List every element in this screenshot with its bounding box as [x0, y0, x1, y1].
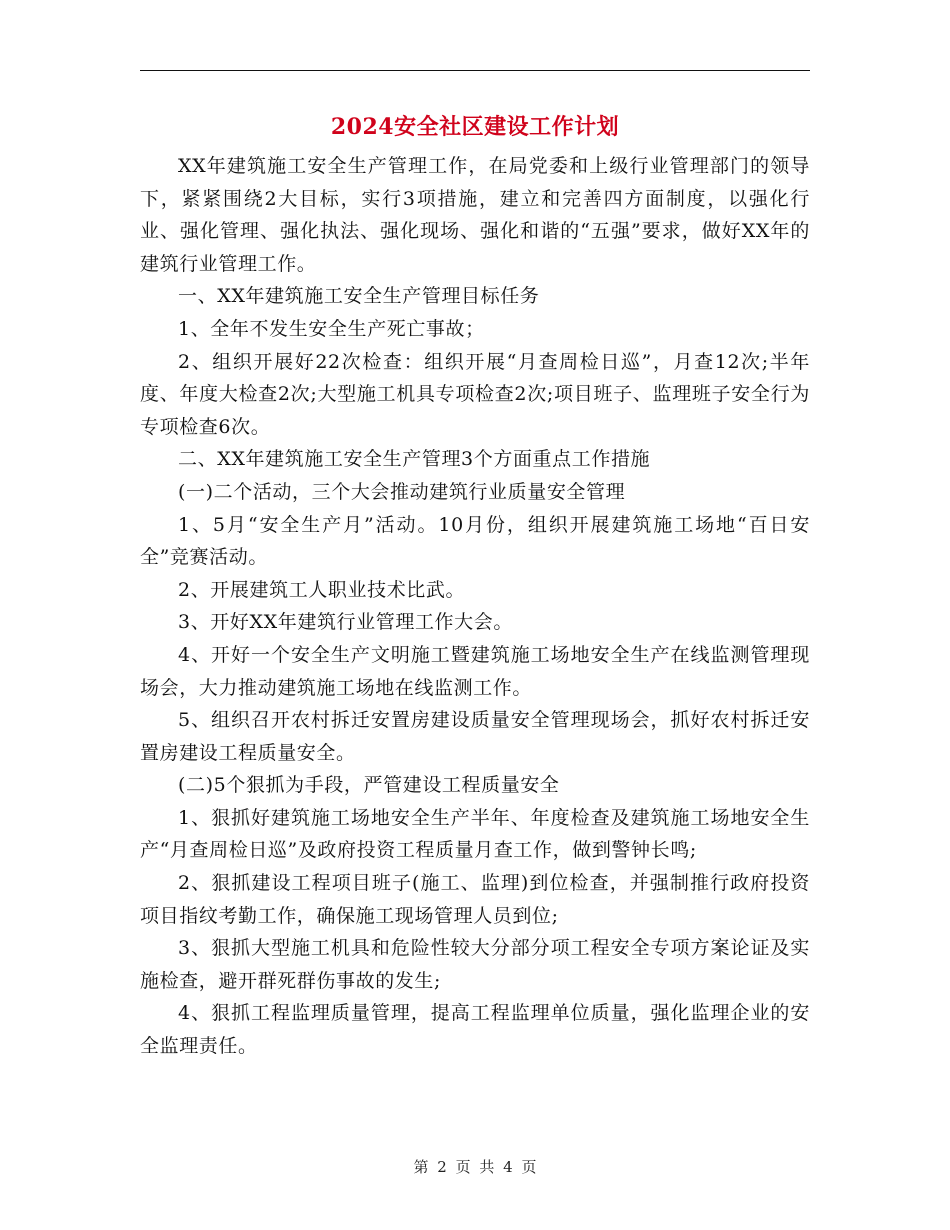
heading-section-2: 二、XX年建筑施工安全生产管理3个方面重点工作措施: [178, 448, 651, 471]
list-item: 2、开展建筑工人职业技术比武。: [178, 578, 466, 601]
list-item: 4、开好一个安全生产文明施工暨建筑施工场地安全生产在线监测管理现场会，大力推动建筑施工场地在线监测工作。: [140, 643, 810, 699]
list-item: 4、狠抓工程监理质量管理，提高工程监理单位质量，强化监理企业的安全监理责任。: [140, 1002, 810, 1058]
page-number: 第 2 页 共 4 页: [413, 1158, 537, 1176]
document-body: [140, 150, 810, 1063]
subheading-1: (一)二个活动，三个大会推动建筑行业质量安全管理: [178, 480, 626, 503]
list-item: 1、狠抓好建筑施工场地安全生产半年、年度检查及建筑施工场地安全生产“月查周检日巡”及政府投资工程质量月查工作，做到警钟长鸣;: [140, 806, 810, 862]
document-title: 2024安全社区建设工作计划: [330, 114, 620, 140]
list-item: 2、狠抓建设工程项目班子(施工、监理)到位检查，并强制推行政府投资项目指纹考勤工作，确保施工现场管理人员到位;: [140, 872, 810, 927]
paragraph-intro: XX年建筑施工安全生产管理工作，在局党委和上级行业管理部门的领导下，紧紧围绕2大目标，实行3项措施，建立和完善四方面制度，以强化行业、强化管理、强化执法、强化现场、强化和谐的“五强”要求，做好XX年的建筑行业管理工作。: [140, 155, 810, 275]
list-item: 3、狠抓大型施工机具和危险性较大分部分项工程安全专项方案论证及实施检查，避开群死群伤事故的发生;: [140, 937, 810, 992]
subheading-2: (二)5个狠抓为手段，严管建设工程质量安全: [178, 774, 560, 797]
list-item: 5、组织召开农村拆迁安置房建设质量安全管理现场会，抓好农村拆迁安置房建设工程质量安全。: [140, 709, 810, 764]
list-item: 2、组织开展好22次检查：组织开展“月查周检日巡”，月查12次;半年度、年度大检查2次;大型施工机具专项检查2次;项目班子、监理班子安全行为专项检查6次。: [140, 350, 810, 438]
heading-section-1: 一、XX年建筑施工安全生产管理目标任务: [178, 285, 540, 308]
header-rule: [140, 70, 810, 71]
list-item: 1、全年不发生安全生产死亡事故；: [178, 317, 485, 340]
list-item: 3、开好XX年建筑行业管理工作大会。: [178, 611, 513, 634]
list-item: 1、5月“安全生产月”活动。10月份，组织开展建筑施工场地“百日安全”竞赛活动。: [140, 513, 810, 569]
